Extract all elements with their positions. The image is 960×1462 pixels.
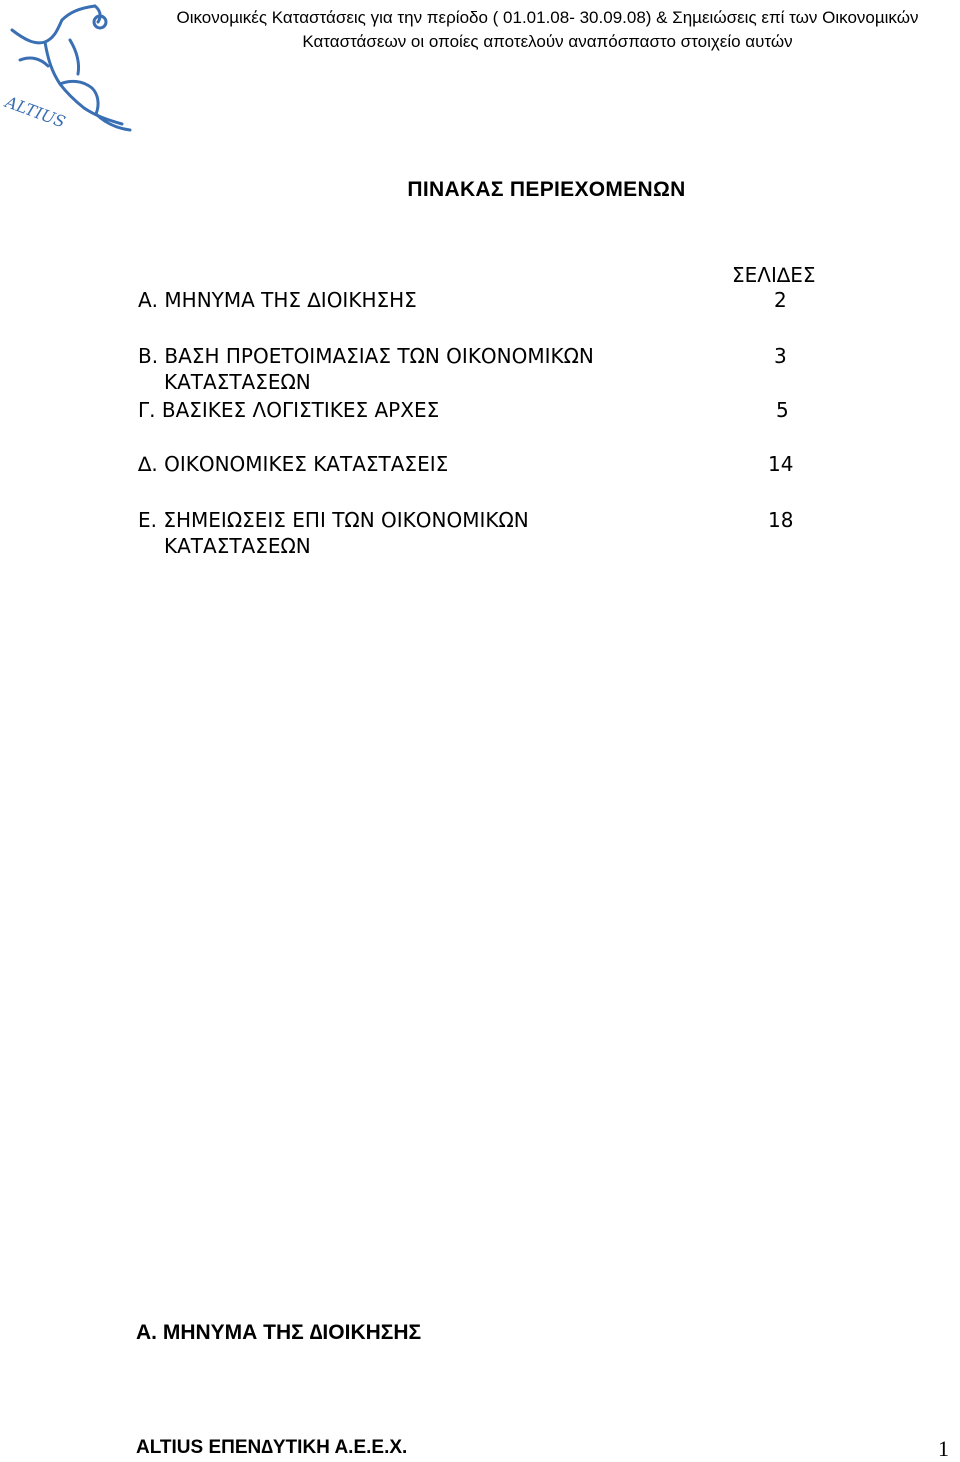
toc-entry-page: 2: [774, 288, 787, 312]
altius-logo: [0, 0, 140, 140]
header-line-1: Οικονοµικές Καταστάσεις για την περίοδο ( 01.01.08- 30.09.08) & Σηµειώσεις επί των Οικονοµικών: [176, 8, 919, 27]
toc-entry-label: Γ. ΒΑΣΙΚΕΣ ΛΟΓΙΣΤΙΚΕΣ ΑΡΧΕΣ: [138, 398, 440, 422]
toc-entry-label: ∆. ΟΙΚΟΝΟΜΙΚΕΣ ΚΑΤΑΣΤΑΣΕΙΣ: [138, 452, 449, 476]
toc-entry[interactable]: [138, 451, 838, 477]
footer-page-number: 1: [938, 1436, 949, 1461]
toc-title: ΠΙΝΑΚΑΣ ΠΕΡΙΕΧΟΜΕΝΩΝ: [407, 178, 686, 201]
toc-entry-label: Ε. ΣΗΜΕΙΩΣΕΙΣ ΕΠΙ ΤΩΝ ΟΙΚΟΝΟΜΙΚΩΝ: [138, 508, 529, 532]
logo-lettering: ALTIUS: [2, 92, 68, 132]
toc-entry-page: 18: [768, 508, 794, 532]
running-header: [140, 6, 955, 54]
toc-entry-page: 14: [768, 452, 794, 476]
header-line-2: Καταστάσεων οι οποίες αποτελούν αναπόσπαστο στοιχείο αυτών: [302, 32, 793, 51]
toc-entry-label-continuation: ΚΑΤΑΣΤΑΣΕΩΝ: [164, 370, 311, 394]
toc-entry-page: 5: [776, 398, 789, 422]
footer-company: ALTIUS ΕΠΕΝ∆ΥΤΙΚΗ Α.Ε.Ε.Χ.: [136, 1437, 408, 1458]
toc-pages-label: ΣΕΛΙ∆ΕΣ: [732, 263, 816, 287]
toc-entry-label: Α. ΜΗΝΥΜΑ ΤΗΣ ∆ΙΟΙΚΗΣΗΣ: [138, 288, 417, 312]
toc-entry[interactable]: [138, 343, 838, 395]
toc-entry[interactable]: [138, 397, 838, 423]
altius-figure-logo-icon: [0, 0, 140, 140]
toc-entry-label-continuation: ΚΑΤΑΣΤΑΣΕΩΝ: [164, 534, 311, 558]
toc-entry[interactable]: [138, 287, 838, 313]
toc-entry-page: 3: [774, 344, 787, 368]
toc-entry[interactable]: [138, 507, 838, 559]
section-heading: Α. ΜΗΝΥΜΑ ΤΗΣ ∆ΙΟΙΚΗΣΗΣ: [136, 1321, 422, 1344]
toc-entry-label: Β. ΒΑΣΗ ΠΡΟΕΤΟΙΜΑΣΙΑΣ ΤΩΝ ΟΙΚΟΝΟΜΙΚΩΝ: [138, 344, 594, 368]
